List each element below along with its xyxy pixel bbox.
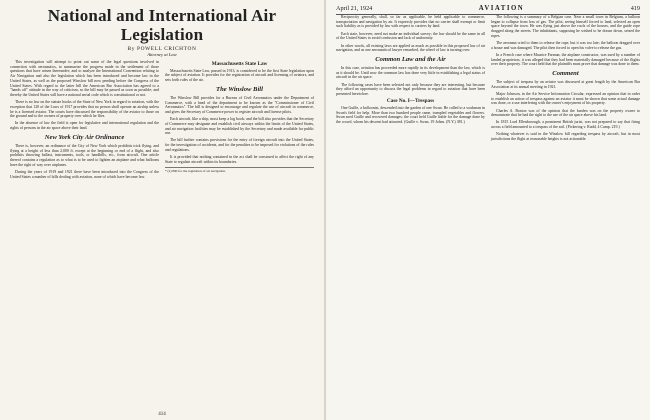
article-byline: By POWELL CRICHTON: [127, 46, 197, 52]
running-header: [336, 5, 640, 15]
paragraph: Nothing whatever is said in the Winslow bill regarding trespass by aircraft, but in most jurisdictions the flight at reasonable heights is not actionable.: [491, 132, 640, 142]
paragraph: Each state, however, need not make an individual survey; the law should be the same in all of the United States to avoid confusion and lack of uniformity.: [336, 31, 485, 41]
paragraph: In this case, aviation has proceeded more rapidly in its development than the law, which is as it should be. Until now the common law has done very little in establishing a legal status of aircraft in the air space.: [336, 65, 485, 80]
right-columns: [326, 15, 650, 144]
right-column-2: [491, 15, 640, 144]
paragraph: Each aircraft, like a ship, must keep a log book; and the bill also provides that the Secretary of Commerce may designate and establish civil airways within the limits of the United States, and air navigation facilities may be established by the Secretary and made available for public use.: [165, 117, 314, 136]
footnote: * (2) Bill for the regulation of air navigation.: [165, 167, 314, 173]
left-column-1: [10, 60, 159, 182]
paragraph: In 1815 Lord Ellenborough, a prominent British jurist, was not prepared to say that firing across a field amounted to a trespass of the soil. (Pickering v. Rudd, 4 Camp. 219.): [491, 120, 640, 130]
paragraph: Massachusetts State Law, passed in 1913, is considered to be the first State legislation upon the subject of aviation. It provides for the registration of aircraft and licensing of aviators, and sets forth rules of the air.: [165, 68, 314, 83]
header-page-number: 419: [630, 5, 640, 12]
author-role: Attorney at Law: [147, 52, 177, 57]
article-title: National and International Air Legislation: [47, 6, 277, 44]
paragraph: This investigation will attempt to point out some of the legal questions involved in connection with aeronautics, to summarize the progress made in the settlement of those questions that have arisen thereunder; and to analyze the International Convention relating to Air Navigation and also the legislation which has been introduced and become law in the United States, as well as the proposed Winslow bill now pending before the Congress of the United States. With regard to the latter bill the American Bar Association has agreed to a "hands off" attitude in the way of criticism, so the bill may be passed as soon as possible; and thereby the United States will have a national aerial code which is constitutional or not.: [10, 60, 159, 97]
paragraph: One Guille, a balloonist, descended into the garden of one Swan. He called to a workman in Swan's field for help. More than two hundred people came, trampled vegetables and flowers. Swan sued Guille and recovered damages; the court held Guille liable for the damage done by the crowd, whom his descent had attracted. (Guille v. Swan, 19 Johns. (N.Y.) 381.): [336, 105, 485, 124]
paragraph: There is no law on the statute books of the State of New York in regard to aviation, with the exception that 120 of the Laws of 1917 provides that no person shall operate an airship unless he is a licensed aviator. The courts have discussed the responsibility of the aviator to those on the ground and to the owners of property over which he flies.: [10, 100, 159, 119]
subheading: Massachusetts State Law: [211, 61, 268, 67]
paragraph: The following is a summary of a Belgian case. Near a small town in Belgium, a balloon began to collapse from loss of gas. The pilot, seeing himself forced to land, selected an open space beyond the town. He was flying just above the roofs of the houses, and the guide rope dragged along the streets. The inhabitants, supposing he wished to be drawn down, seized the ropes.: [491, 15, 640, 38]
paragraph: The Winslow Bill provides for a Bureau of Civil Aeronautics under the Department of Commerce, with a head of the department to be known as the "Commissioner of Civil Aeronautics". The bill is designed to encourage and regulate the use of aircraft in commerce, and gives the Secretary of Commerce power to register aircraft and license pilots.: [165, 95, 314, 114]
paragraph: Major Johnson, in the Air Service Information Circular, expressed an opinion that in order to establish an action of trespass against an aviator it must be shown that some actual damage was done, or a use interfering with the owner's enjoyment of his property.: [491, 91, 640, 106]
case-heading: Case No. I—Trespass: [386, 98, 435, 105]
paragraph: Charles A. Boston was of the opinion that the burden was on the property owner to demonstrate that he had the right to the use of the air space above his land.: [491, 108, 640, 118]
header-date: April 21, 1924: [336, 5, 373, 12]
paragraph: During the years of 1919 and 1921 there have been introduced into the Congress of the United States a number of bills dealing with aviation, none of which have become law.: [10, 169, 159, 179]
paragraph: The bill further contains provisions for the entry of foreign aircraft into the United States, for the investigation of accidents, and for the penalties to be imposed for violations of the rules and regulations.: [165, 138, 314, 152]
section-heading: Common Law and the Air: [375, 55, 446, 63]
paragraph: It is provided that nothing contained in the act shall be construed to affect the right of any State to regulate aircraft within its boundaries.: [165, 155, 314, 164]
paragraph: In other words, all existing laws are applied as much as possible in this proposed law of air navigation, and as one aeronautical lawyer remarked, the wheel of law is turning over.: [336, 43, 485, 53]
paragraph: The following cases have been selected not only because they are interesting, but because they afford an opportunity to discuss the legal problems in regard to aviation that have been presented heretofore.: [336, 82, 485, 96]
section-heading: The Winslow Bill: [216, 85, 263, 93]
magazine-name: AVIATION: [478, 5, 525, 12]
left-columns: [0, 60, 324, 182]
right-column-1: [336, 15, 485, 144]
paragraph: The subject of trespass by an aviator was discussed at great length by the American Bar Association at its annual meeting in 1921.: [491, 80, 640, 89]
paragraph: In the absence of law the field is open for legislative and international regulation and the rights of persons in the air space above their land.: [10, 121, 159, 131]
right-page: [326, 0, 650, 420]
paragraph: In a French case where Maurice Farman, the airplane constructor, was sued by a number of landed proprietors, it was alleged that they had been materially damaged because of the flights over their property. The court held that the plaintiffs must prove that damage was done to them.: [491, 52, 640, 67]
left-column-2: [165, 60, 314, 182]
paragraph: The aeronaut cried to them to release the rope, but it was too late; the balloon dragged over a house and was damaged. The pilot then forced to open his valve to release the gas.: [491, 41, 640, 50]
paragraph: Reciprocity generally, shall, so far as applicable, be held applicable to commerce, transportation and navigation by air. It expressly provides that no carrier shall exempt or limit such liability as is provided by law with respect to carriers by land.: [336, 15, 485, 29]
left-page: [0, 0, 324, 420]
section-heading: New York City Air Ordinance: [44, 133, 125, 141]
paragraph: There is, however, an ordinance of the City of New York which prohibits trick flying, and flying at a height of less than 2,000 ft. except at the beginning or end of a flight, and also prohibits throwing ballast, instruments, tools, or handbills, etc., from aircraft. One article thereof contains a regulation as to what is to be used to lighten an airplane and what balloons have the right of way over airplanes.: [10, 143, 159, 167]
page-number: 414: [158, 412, 166, 417]
section-heading: Comment: [552, 70, 579, 78]
